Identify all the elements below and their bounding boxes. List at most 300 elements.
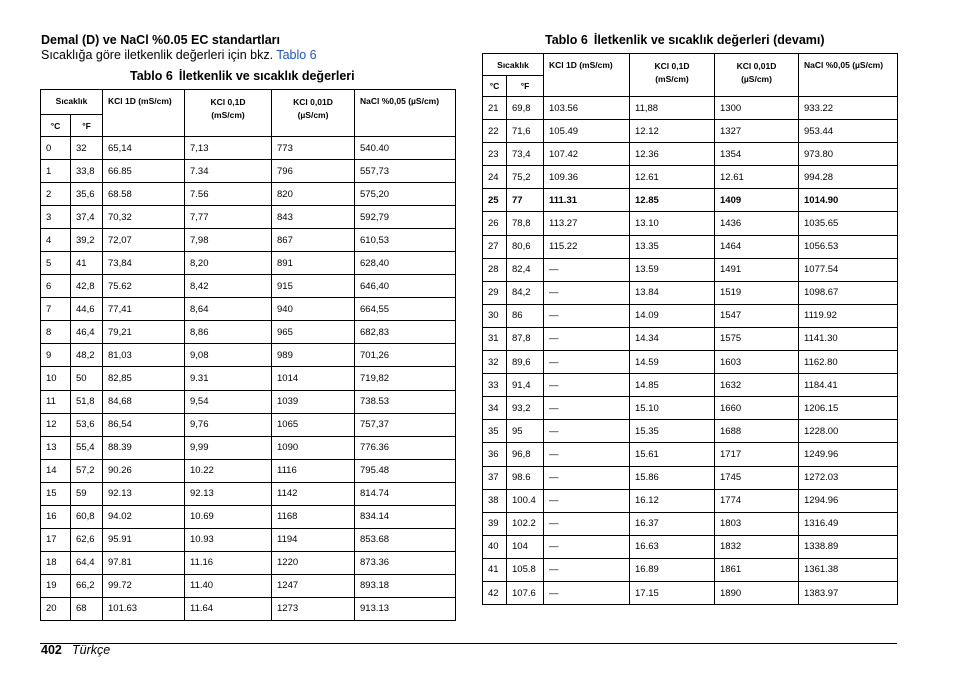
header-kcl-01d: KCl 0,1D (mS/cm) — [185, 90, 272, 137]
cell-kcl-001d: 915 — [272, 275, 355, 298]
cell-kcl-1d: — — [544, 258, 630, 281]
cell-kcl-01d: 9,99 — [185, 436, 272, 459]
table-row — [41, 275, 456, 298]
table-right-caption-num: Tablo 6 — [545, 33, 588, 47]
cell-kcl-01d: 11.16 — [185, 551, 272, 574]
table-row — [41, 367, 456, 390]
cell-temp-f: 80,6 — [507, 235, 544, 258]
cell-temp-f: 35,6 — [71, 183, 103, 206]
table-row — [483, 374, 898, 397]
table-row — [41, 321, 456, 344]
cell-nacl: 1077.54 — [799, 258, 898, 281]
table-row — [483, 489, 898, 512]
cell-temp-c: 22 — [483, 120, 507, 143]
header-nacl: NaCl %0,05 (µS/cm) — [355, 90, 456, 137]
table-row — [483, 351, 898, 374]
cell-kcl-1d: 101.63 — [103, 597, 185, 620]
cell-temp-f: 57,2 — [71, 459, 103, 482]
intro-sentence: Sıcaklığa göre iletkenlik değerleri için bkz. — [41, 48, 277, 62]
cell-kcl-1d: — — [544, 581, 630, 604]
table-row — [483, 97, 898, 120]
table-6-link[interactable]: Tablo 6 — [276, 48, 317, 62]
cell-kcl-001d: 1039 — [272, 390, 355, 413]
cell-kcl-1d: 109.36 — [544, 166, 630, 189]
cell-temp-c: 28 — [483, 258, 507, 281]
cell-temp-f: 75,2 — [507, 166, 544, 189]
header-nacl: NaCl %0,05 (µS/cm) — [799, 54, 898, 97]
cell-kcl-1d: — — [544, 304, 630, 327]
header-kcl-1d: KCl 1D (mS/cm) — [103, 90, 185, 137]
cell-nacl: 664,55 — [355, 298, 456, 321]
cell-kcl-001d: 1273 — [272, 597, 355, 620]
table-row — [483, 466, 898, 489]
cell-kcl-001d: 891 — [272, 252, 355, 275]
section-heading: Demal (D) ve NaCl %0.05 EC standartları — [41, 33, 280, 47]
cell-kcl-001d: 1519 — [715, 281, 799, 304]
cell-nacl: 893.18 — [355, 574, 456, 597]
cell-nacl: 795.48 — [355, 459, 456, 482]
header-temperature: Sıcaklık — [41, 90, 103, 115]
table-row — [483, 558, 898, 581]
cell-kcl-01d: 92.13 — [185, 482, 272, 505]
cell-temp-c: 31 — [483, 327, 507, 350]
cell-kcl-001d: 1220 — [272, 551, 355, 574]
table-row — [483, 166, 898, 189]
cell-temp-c: 8 — [41, 321, 71, 344]
cell-kcl-001d: 989 — [272, 344, 355, 367]
page-language: Türkçe — [72, 643, 111, 657]
cell-kcl-01d: 7,98 — [185, 229, 272, 252]
cell-temp-c: 10 — [41, 367, 71, 390]
cell-nacl: 1119.92 — [799, 304, 898, 327]
cell-kcl-01d: 9,08 — [185, 344, 272, 367]
cell-temp-f: 93,2 — [507, 397, 544, 420]
cell-kcl-001d: 1745 — [715, 466, 799, 489]
cell-kcl-01d: 9,76 — [185, 413, 272, 436]
cell-nacl: 994.28 — [799, 166, 898, 189]
table-row — [41, 528, 456, 551]
cell-kcl-001d: 1300 — [715, 97, 799, 120]
cell-temp-f: 71,6 — [507, 120, 544, 143]
cell-temp-c: 15 — [41, 482, 71, 505]
cell-temp-f: 39,2 — [71, 229, 103, 252]
table-right-caption — [545, 33, 825, 47]
cell-temp-c: 33 — [483, 374, 507, 397]
cell-temp-f: 100.4 — [507, 489, 544, 512]
cell-temp-c: 40 — [483, 535, 507, 558]
cell-kcl-001d: 1168 — [272, 505, 355, 528]
cell-nacl: 1098.67 — [799, 281, 898, 304]
cell-temp-c: 5 — [41, 252, 71, 275]
cell-kcl-01d: 8,42 — [185, 275, 272, 298]
cell-kcl-01d: 14.09 — [630, 304, 715, 327]
cell-temp-c: 13 — [41, 436, 71, 459]
cell-temp-f: 87,8 — [507, 327, 544, 350]
header-kcl-001d: KCl 0,01D (µS/cm) — [715, 54, 799, 97]
cell-nacl: 757,37 — [355, 413, 456, 436]
cell-kcl-1d: — — [544, 512, 630, 535]
cell-kcl-01d: 16.12 — [630, 489, 715, 512]
cell-temp-f: 105.8 — [507, 558, 544, 581]
cell-kcl-1d: 73,84 — [103, 252, 185, 275]
cell-kcl-1d: 82,85 — [103, 367, 185, 390]
cell-temp-c: 24 — [483, 166, 507, 189]
cell-temp-f: 104 — [507, 535, 544, 558]
cell-nacl: 1383.97 — [799, 581, 898, 604]
cell-temp-f: 69,8 — [507, 97, 544, 120]
cell-temp-c: 25 — [483, 189, 507, 212]
cell-temp-f: 55,4 — [71, 436, 103, 459]
cell-kcl-001d: 12.61 — [715, 166, 799, 189]
cell-kcl-1d: — — [544, 558, 630, 581]
cell-temp-f: 98.6 — [507, 466, 544, 489]
footer-divider — [40, 643, 897, 644]
cell-kcl-1d: 86,54 — [103, 413, 185, 436]
cell-nacl: 1249.96 — [799, 443, 898, 466]
cell-temp-f: 37,4 — [71, 206, 103, 229]
cell-kcl-001d: 1603 — [715, 351, 799, 374]
cell-nacl: 701,26 — [355, 344, 456, 367]
cell-temp-f: 59 — [71, 482, 103, 505]
header-celsius: °C — [483, 76, 507, 97]
cell-kcl-01d: 11,88 — [630, 97, 715, 120]
cell-kcl-1d: 113.27 — [544, 212, 630, 235]
cell-temp-f: 41 — [71, 252, 103, 275]
cell-kcl-01d: 13.84 — [630, 281, 715, 304]
cell-kcl-01d: 13.59 — [630, 258, 715, 281]
cell-kcl-001d: 1065 — [272, 413, 355, 436]
cell-kcl-001d: 1547 — [715, 304, 799, 327]
cell-kcl-01d: 16.89 — [630, 558, 715, 581]
cell-kcl-01d: 15.86 — [630, 466, 715, 489]
cell-kcl-1d: 115.22 — [544, 235, 630, 258]
cell-kcl-001d: 1014 — [272, 367, 355, 390]
table-row — [483, 420, 898, 443]
table-row — [41, 229, 456, 252]
cell-kcl-001d: 867 — [272, 229, 355, 252]
cell-nacl: 592,79 — [355, 206, 456, 229]
table-row — [483, 327, 898, 350]
cell-nacl: 1162.80 — [799, 351, 898, 374]
table-row — [483, 212, 898, 235]
cell-kcl-01d: 10.69 — [185, 505, 272, 528]
header-kcl-001d: KCl 0,01D (µS/cm) — [272, 90, 355, 137]
cell-nacl: 575,20 — [355, 183, 456, 206]
cell-kcl-1d: 92.13 — [103, 482, 185, 505]
cell-kcl-001d: 1688 — [715, 420, 799, 443]
header-temperature: Sıcaklık — [483, 54, 544, 76]
table-row — [41, 298, 456, 321]
cell-temp-c: 20 — [41, 597, 71, 620]
cell-kcl-01d: 7,13 — [185, 137, 272, 160]
cell-kcl-001d: 1861 — [715, 558, 799, 581]
cell-kcl-1d: — — [544, 374, 630, 397]
cell-temp-c: 21 — [483, 97, 507, 120]
cell-kcl-001d: 1090 — [272, 436, 355, 459]
cell-kcl-1d: 65,14 — [103, 137, 185, 160]
cell-kcl-1d: — — [544, 327, 630, 350]
cell-temp-c: 30 — [483, 304, 507, 327]
cell-nacl: 973.80 — [799, 143, 898, 166]
cell-temp-c: 2 — [41, 183, 71, 206]
cell-kcl-1d: 95.91 — [103, 528, 185, 551]
cell-kcl-01d: 11.40 — [185, 574, 272, 597]
cell-kcl-1d: — — [544, 281, 630, 304]
table-row — [483, 120, 898, 143]
table-row — [41, 206, 456, 229]
cell-kcl-001d: 1194 — [272, 528, 355, 551]
cell-nacl: 1056.53 — [799, 235, 898, 258]
cell-nacl: 540.40 — [355, 137, 456, 160]
cell-kcl-001d: 820 — [272, 183, 355, 206]
cell-kcl-001d: 1774 — [715, 489, 799, 512]
table-row — [483, 535, 898, 558]
cell-nacl: 557,73 — [355, 160, 456, 183]
table-row — [41, 413, 456, 436]
cell-temp-f: 42,8 — [71, 275, 103, 298]
cell-kcl-1d: 88.39 — [103, 436, 185, 459]
cell-nacl: 1228.00 — [799, 420, 898, 443]
table-row — [41, 390, 456, 413]
table-row — [483, 443, 898, 466]
cell-kcl-001d: 1832 — [715, 535, 799, 558]
cell-kcl-01d: 13.35 — [630, 235, 715, 258]
cell-nacl: 913.13 — [355, 597, 456, 620]
cell-temp-c: 36 — [483, 443, 507, 466]
cell-kcl-01d: 8,86 — [185, 321, 272, 344]
cell-temp-f: 66,2 — [71, 574, 103, 597]
cell-kcl-1d: 107.42 — [544, 143, 630, 166]
intro-text — [41, 48, 317, 62]
cell-kcl-1d: 81,03 — [103, 344, 185, 367]
cell-kcl-1d: — — [544, 535, 630, 558]
cell-temp-f: 50 — [71, 367, 103, 390]
cell-kcl-001d: 1803 — [715, 512, 799, 535]
cell-temp-f: 51,8 — [71, 390, 103, 413]
cell-kcl-01d: 13.10 — [630, 212, 715, 235]
cell-kcl-01d: 10.22 — [185, 459, 272, 482]
cell-temp-f: 33,8 — [71, 160, 103, 183]
table-row — [41, 344, 456, 367]
cell-nacl: 814.74 — [355, 482, 456, 505]
cell-kcl-1d: — — [544, 443, 630, 466]
table-row — [483, 512, 898, 535]
table-row — [483, 189, 898, 212]
cell-kcl-1d: 97.81 — [103, 551, 185, 574]
cell-temp-f: 68 — [71, 597, 103, 620]
cell-kcl-001d: 1247 — [272, 574, 355, 597]
table-right-caption-title: İletkenlik ve sıcaklık değerleri (devamı) — [593, 33, 825, 47]
cell-kcl-001d: 1632 — [715, 374, 799, 397]
cell-temp-f: 82,4 — [507, 258, 544, 281]
cell-kcl-1d: 94.02 — [103, 505, 185, 528]
cell-kcl-1d: 75.62 — [103, 275, 185, 298]
cell-nacl: 853.68 — [355, 528, 456, 551]
cell-kcl-01d: 7.34 — [185, 160, 272, 183]
page-number: 402 — [41, 643, 62, 657]
cell-temp-f: 96,8 — [507, 443, 544, 466]
cell-temp-c: 3 — [41, 206, 71, 229]
cell-kcl-01d: 14.34 — [630, 327, 715, 350]
cell-temp-c: 32 — [483, 351, 507, 374]
cell-nacl: 719,82 — [355, 367, 456, 390]
table-row — [41, 160, 456, 183]
cell-temp-c: 41 — [483, 558, 507, 581]
cell-temp-c: 6 — [41, 275, 71, 298]
cell-temp-c: 42 — [483, 581, 507, 604]
cell-temp-c: 11 — [41, 390, 71, 413]
cell-kcl-01d: 16.63 — [630, 535, 715, 558]
cell-kcl-001d: 1409 — [715, 189, 799, 212]
cell-kcl-01d: 17.15 — [630, 581, 715, 604]
cell-kcl-01d: 14.59 — [630, 351, 715, 374]
cell-kcl-1d: 90.26 — [103, 459, 185, 482]
cell-kcl-1d: 105.49 — [544, 120, 630, 143]
conductivity-table-right — [482, 53, 898, 605]
cell-kcl-001d: 1327 — [715, 120, 799, 143]
cell-kcl-01d: 12.36 — [630, 143, 715, 166]
cell-kcl-01d: 12.85 — [630, 189, 715, 212]
cell-kcl-01d: 15.10 — [630, 397, 715, 420]
cell-kcl-01d: 16.37 — [630, 512, 715, 535]
cell-temp-f: 91,4 — [507, 374, 544, 397]
cell-nacl: 1272.03 — [799, 466, 898, 489]
header-celsius: °C — [41, 115, 71, 137]
cell-kcl-01d: 8,64 — [185, 298, 272, 321]
cell-temp-c: 12 — [41, 413, 71, 436]
cell-kcl-1d: 70,32 — [103, 206, 185, 229]
cell-temp-f: 62,6 — [71, 528, 103, 551]
cell-kcl-1d: 103.56 — [544, 97, 630, 120]
cell-nacl: 1338.89 — [799, 535, 898, 558]
cell-nacl: 1316.49 — [799, 512, 898, 535]
cell-kcl-001d: 796 — [272, 160, 355, 183]
cell-kcl-001d: 965 — [272, 321, 355, 344]
cell-kcl-1d: — — [544, 420, 630, 443]
cell-kcl-01d: 10.93 — [185, 528, 272, 551]
cell-kcl-01d: 8,20 — [185, 252, 272, 275]
cell-temp-c: 39 — [483, 512, 507, 535]
cell-nacl: 1184.41 — [799, 374, 898, 397]
cell-kcl-1d: 79,21 — [103, 321, 185, 344]
table-row — [483, 235, 898, 258]
cell-temp-c: 16 — [41, 505, 71, 528]
table-row — [483, 143, 898, 166]
cell-temp-c: 1 — [41, 160, 71, 183]
cell-temp-c: 34 — [483, 397, 507, 420]
cell-kcl-1d: — — [544, 351, 630, 374]
cell-temp-f: 102.2 — [507, 512, 544, 535]
cell-temp-f: 78,8 — [507, 212, 544, 235]
cell-nacl: 1141.30 — [799, 327, 898, 350]
cell-temp-c: 0 — [41, 137, 71, 160]
table-row — [483, 304, 898, 327]
cell-temp-c: 4 — [41, 229, 71, 252]
cell-kcl-001d: 1491 — [715, 258, 799, 281]
table-left-caption-num: Tablo 6 — [130, 69, 173, 83]
cell-kcl-01d: 14.85 — [630, 374, 715, 397]
cell-kcl-01d: 12.12 — [630, 120, 715, 143]
table-row — [483, 281, 898, 304]
cell-kcl-01d: 9.31 — [185, 367, 272, 390]
cell-kcl-001d: 843 — [272, 206, 355, 229]
cell-nacl: 1294.96 — [799, 489, 898, 512]
cell-temp-c: 19 — [41, 574, 71, 597]
cell-temp-c: 37 — [483, 466, 507, 489]
table-row — [41, 597, 456, 620]
cell-kcl-001d: 773 — [272, 137, 355, 160]
cell-temp-c: 7 — [41, 298, 71, 321]
cell-temp-f: 60,8 — [71, 505, 103, 528]
cell-kcl-1d: 111.31 — [544, 189, 630, 212]
table-row — [41, 482, 456, 505]
cell-temp-c: 9 — [41, 344, 71, 367]
cell-temp-f: 53,6 — [71, 413, 103, 436]
cell-nacl: 628,40 — [355, 252, 456, 275]
table-left-caption-title: İletkenlik ve sıcaklık değerleri — [178, 69, 355, 83]
cell-nacl: 834.14 — [355, 505, 456, 528]
header-fahrenheit: °F — [507, 76, 544, 97]
cell-kcl-1d: 99.72 — [103, 574, 185, 597]
cell-nacl: 1206.15 — [799, 397, 898, 420]
cell-kcl-01d: 11.64 — [185, 597, 272, 620]
cell-temp-f: 64,4 — [71, 551, 103, 574]
cell-nacl: 953.44 — [799, 120, 898, 143]
cell-kcl-1d: 77,41 — [103, 298, 185, 321]
cell-kcl-001d: 940 — [272, 298, 355, 321]
cell-nacl: 610,53 — [355, 229, 456, 252]
table-row — [41, 574, 456, 597]
cell-nacl: 933.22 — [799, 97, 898, 120]
table-row — [483, 581, 898, 604]
header-kcl-01d: KCl 0,1D (mS/cm) — [630, 54, 715, 97]
cell-nacl: 682,83 — [355, 321, 456, 344]
cell-kcl-01d: 15.35 — [630, 420, 715, 443]
cell-kcl-01d: 7.56 — [185, 183, 272, 206]
cell-temp-f: 73,4 — [507, 143, 544, 166]
cell-temp-f: 107.6 — [507, 581, 544, 604]
cell-kcl-1d: 66.85 — [103, 160, 185, 183]
cell-nacl: 873.36 — [355, 551, 456, 574]
cell-kcl-001d: 1890 — [715, 581, 799, 604]
table-row — [41, 459, 456, 482]
cell-kcl-01d: 7,77 — [185, 206, 272, 229]
cell-kcl-001d: 1142 — [272, 482, 355, 505]
table-row — [41, 252, 456, 275]
cell-kcl-001d: 1660 — [715, 397, 799, 420]
cell-temp-f: 44,6 — [71, 298, 103, 321]
cell-kcl-01d: 12.61 — [630, 166, 715, 189]
table-row — [483, 258, 898, 281]
cell-temp-f: 46,4 — [71, 321, 103, 344]
conductivity-table-left — [40, 89, 456, 621]
table-row — [41, 137, 456, 160]
cell-kcl-1d: 72,07 — [103, 229, 185, 252]
cell-nacl: 646,40 — [355, 275, 456, 298]
cell-temp-f: 86 — [507, 304, 544, 327]
table-row — [41, 551, 456, 574]
table-row — [41, 183, 456, 206]
cell-kcl-1d: — — [544, 397, 630, 420]
table-row — [41, 436, 456, 459]
cell-temp-f: 95 — [507, 420, 544, 443]
cell-kcl-1d: — — [544, 466, 630, 489]
header-fahrenheit: °F — [71, 115, 103, 137]
cell-temp-c: 26 — [483, 212, 507, 235]
cell-temp-f: 48,2 — [71, 344, 103, 367]
cell-kcl-1d: 68.58 — [103, 183, 185, 206]
cell-kcl-001d: 1116 — [272, 459, 355, 482]
